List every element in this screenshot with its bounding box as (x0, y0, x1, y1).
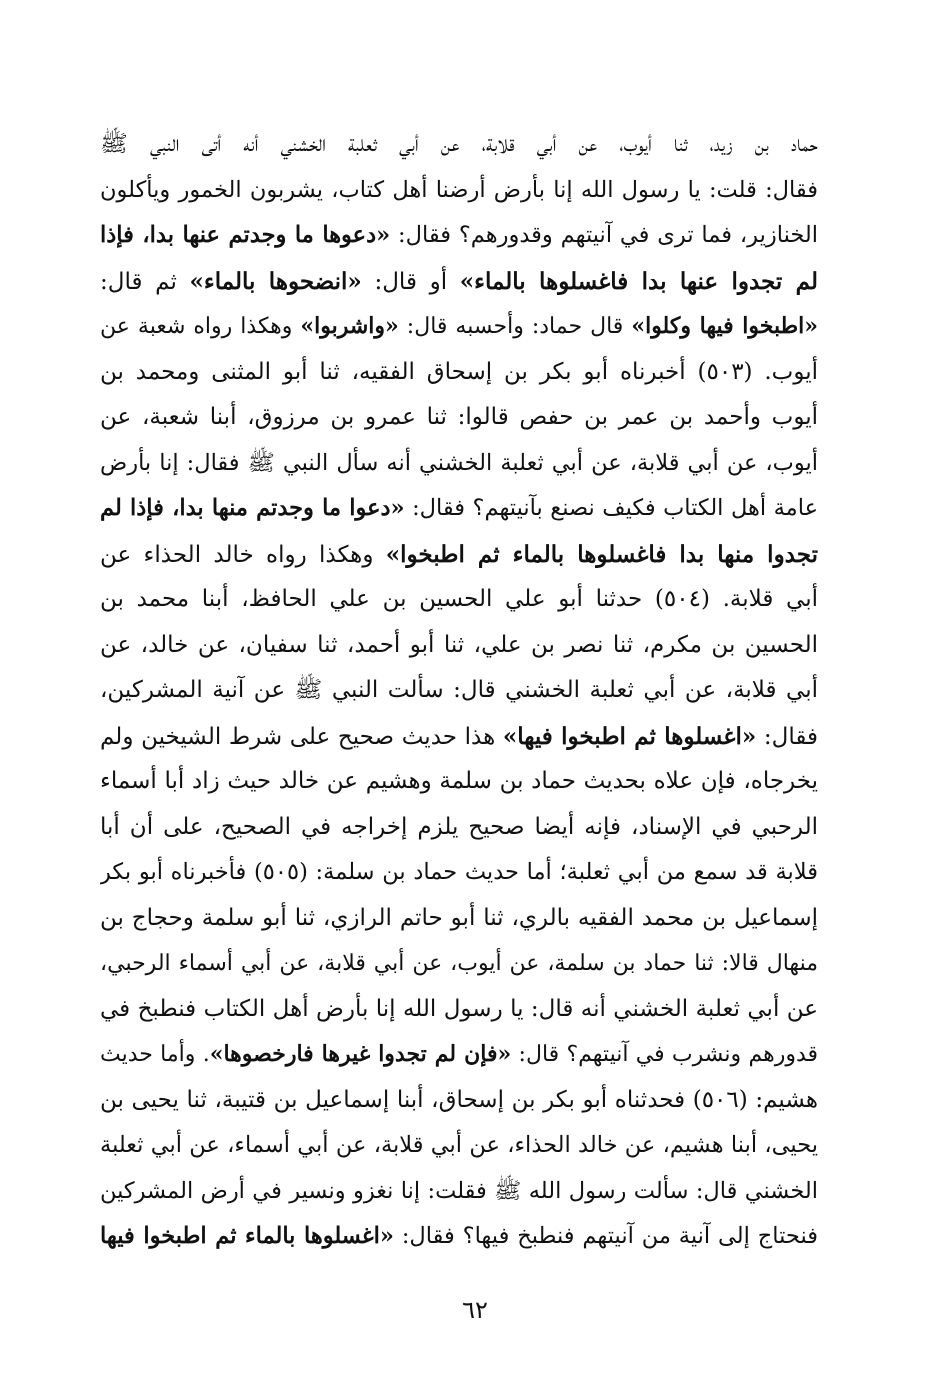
narration-text: فقال: (756, 723, 818, 750)
narration-text: . وأما حديث (100, 1042, 210, 1067)
narration-text: أيوب وأحمد بن عمر بن حفص قالوا: ثنا عمرو بن مرزوق، أبنا شعبة، عن (100, 404, 818, 430)
narration-text: الخنازير، فما ترى في آنيتهم وقدورهم؟ فقال: (390, 222, 818, 248)
text-line (100, 122, 818, 168)
narration-text: هذا حديث صحيح على شرط الشيخين ولم (100, 723, 503, 750)
text-line (100, 168, 818, 214)
text-line (100, 577, 818, 623)
narration-text: وهكذا رواه شعبة عن (100, 314, 301, 339)
text-line (100, 896, 818, 942)
text-line (100, 259, 818, 305)
hadith-quote-text: «دعوا ما وجدتم منها بدا، فإذا لم (100, 495, 405, 521)
text-line (100, 350, 818, 396)
hadith-quote-text: «دعوها ما وجدتم عنها بدا، فإذا (100, 222, 391, 248)
text-line (100, 441, 818, 487)
text-line (100, 850, 818, 896)
text-line (100, 1214, 818, 1260)
text-line (100, 486, 818, 532)
narration-text: الخشني قال: سألت رسول الله ﷺ فقلت: إنا نغزو ونسير في أرض المشركين (100, 1177, 818, 1204)
narration-text: أو قال: (361, 268, 460, 295)
narration-text: أبي قلابة، عن أبي ثعلبة الخشني قال: سألت النبي ﷺ عن آنية المشركين، (100, 677, 818, 703)
text-line (100, 987, 818, 1033)
narration-text: قلابة قد سمع من أبي ثعلبة؛ أما حديث حماد بن سلمة: (٥٠٥) فأخبرناه أبو بكر (100, 859, 818, 885)
narration-text: أيوب، عن أبي قلابة، عن أبي ثعلبة الخشني أنه سأل النبي ﷺ فقال: إنا بأرض (100, 449, 818, 476)
text-line (100, 759, 818, 805)
narration-text: منهال قالا: ثنا حماد بن سلمة، عن أيوب، عن أبي قلابة، عن أبي أسماء الرحبي، (100, 951, 818, 976)
page-body-text (100, 122, 818, 1260)
page-number: ٦٢ (462, 1296, 488, 1324)
text-line (100, 304, 818, 350)
narration-text: عامة أهل الكتاب فكيف نصنع بآنيتهم؟ فقال: (404, 495, 818, 521)
narration-text: الحسين بن مكرم، ثنا نصر بن علي، ثنا أبو أحمد، ثنا سفيان، عن خالد، عن (100, 631, 818, 658)
text-line (100, 623, 818, 669)
narration-text: قال حماد: وأحسبه قال: (398, 314, 632, 339)
narration-text: وهكذا رواه خالد الحذاء عن (100, 541, 386, 568)
text-line (100, 714, 818, 760)
hadith-quote-text: «اطبخوا فيها وكلوا» (631, 313, 818, 339)
hadith-quote-text: «فإن لم تجدوا غيرها فارخصوها» (209, 1041, 512, 1067)
narration-text: يحيى، أبنا هشيم، عن خالد الحذاء، عن أبي قلابة، عن أبي أسماء، عن أبي ثعلبة (100, 1132, 818, 1158)
narration-text: يخرجاه، فإن علاه بحديث حماد بن سلمة وهشيم عن خالد حيث زاد أبا أسماء (100, 768, 818, 794)
text-line (100, 1123, 818, 1169)
text-line (100, 941, 818, 987)
hadith-quote-text: «اغسلوها بالماء ثم اطبخوا فيها (100, 1223, 394, 1249)
narration-text: ثم قال: (100, 268, 190, 295)
text-line (100, 395, 818, 441)
narration-text: الرحبي في الإسناد، فإنه أيضا صحيح يلزم إخراجه في الصحيح، على أن أبا (100, 813, 818, 840)
narration-text: فنحتاج إلى آنية من آنيتهم فنطبخ فيها؟ فقال: (393, 1223, 818, 1249)
narration-text: إسماعيل بن محمد الفقيه بالري، ثنا أبو حاتم الرازي، ثنا أبو سلمة وحجاج بن (100, 904, 818, 931)
narration-text: عن أبي ثعلبة الخشني أنه قال: يا رسول الله إنا بأرض أهل الكتاب فنطبخ في (100, 995, 818, 1022)
text-line (100, 213, 818, 259)
hadith-quote-text: تجدوا منها بدا فاغسلوها بالماء ثم اطبخوا» (385, 540, 818, 568)
narration-text: أيوب. (٥٠٣) أخبرناه أبو بكر بن إسحاق الفقيه، ثنا أبو المثنى ومحمد بن (100, 358, 818, 385)
hadith-quote-text: «انضحوها بالماء» (189, 267, 362, 295)
narration-text: هشيم: (٥٠٦) فحدثناه أبو بكر بن إسحاق، أبنا إسماعيل بن قتيبة، ثنا يحيى بن (100, 1086, 818, 1113)
text-line (100, 668, 818, 714)
text-line (100, 805, 818, 851)
text-line (100, 532, 818, 578)
narration-text: أبي قلابة. (٥٠٤) حدثنا أبو علي الحسين بن علي الحافظ، أبنا محمد بن (100, 586, 818, 612)
narration-text: حماد بن زيد، ثنا أيوب، عن أبي قلابة، عن أبي ثعلبة الخشني أنه أتى النبي ﷺ (100, 131, 818, 157)
hadith-quote-text: «واشربوا» (300, 313, 399, 339)
text-line (100, 1078, 818, 1124)
text-line (100, 1169, 818, 1215)
hadith-quote-text: لم تجدوا عنها بدا فاغسلوها بالماء» (459, 267, 818, 295)
narration-text: فقال: قلت: يا رسول الله إنا بأرض أرضنا أهل كتاب، يشربون الخمور ويأكلون (100, 176, 818, 203)
hadith-quote-text: «اغسلوها ثم اطبخوا فيها» (502, 722, 757, 750)
narration-text: قدورهم ونشرب في آنيتهم؟ قال: (511, 1042, 818, 1067)
text-line (100, 1032, 818, 1078)
